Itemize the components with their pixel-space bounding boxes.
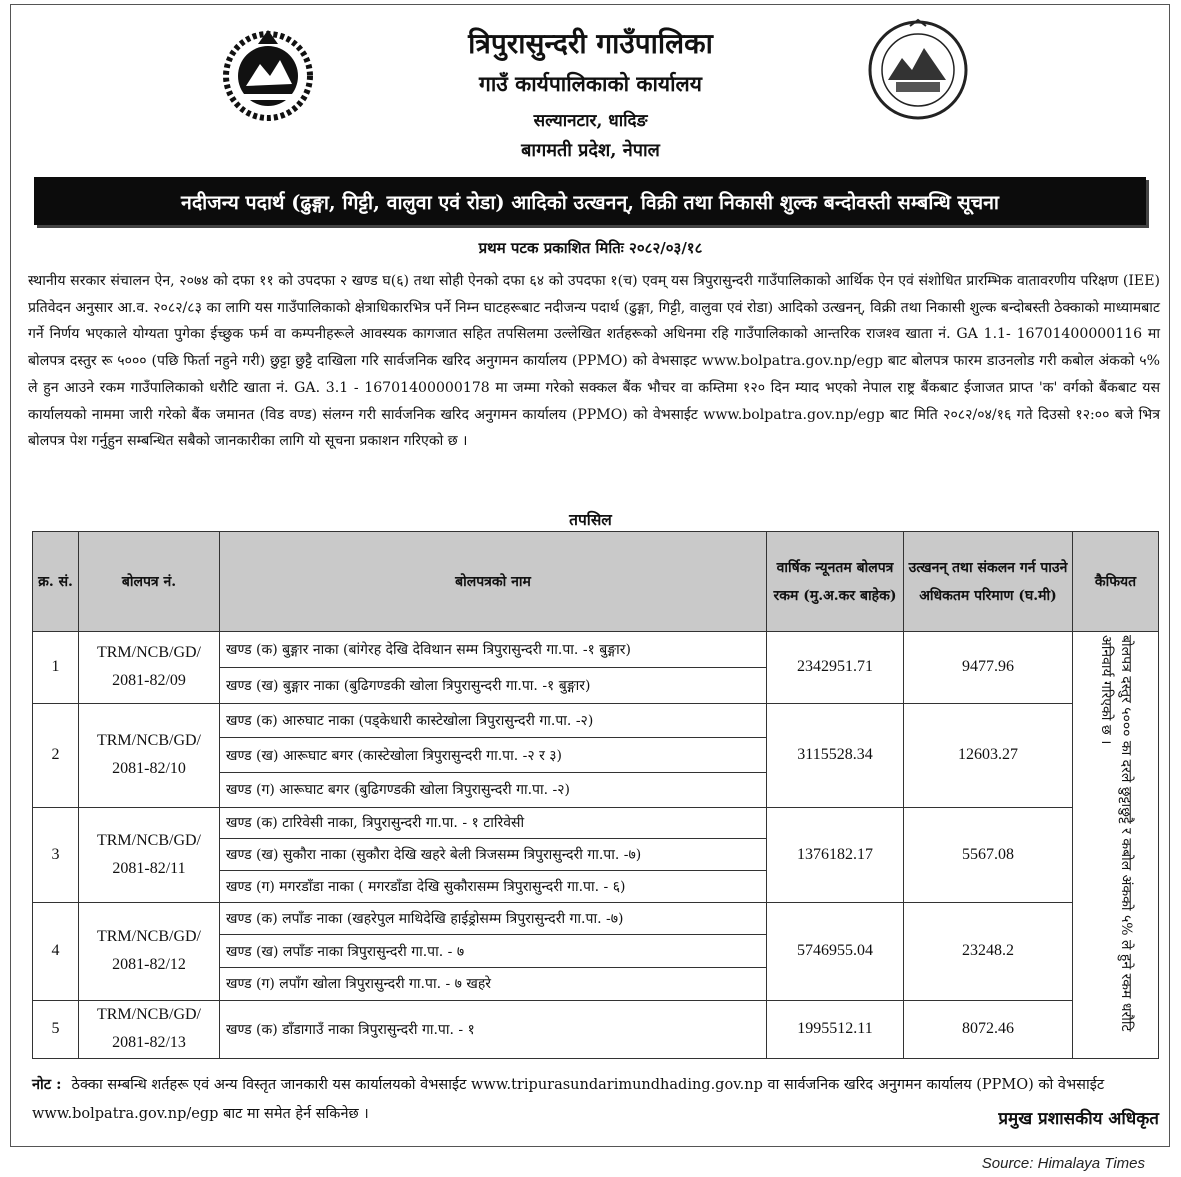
row-qty: 8072.46 [904, 1000, 1073, 1058]
row-bid-no: TRM/NCB/GD/ 2081-82/11 [79, 807, 220, 902]
row-amount: 1376182.17 [767, 807, 904, 902]
table-row [33, 1000, 1159, 1058]
note-label: नोट : [32, 1076, 62, 1093]
row-item: खण्ड (क) टारिवेसी नाका, त्रिपुरासुन्दरी गा.पा. - १ टारिवेसी [220, 807, 767, 839]
row-sn: 3 [33, 807, 79, 902]
row-amount: 1995512.11 [767, 1000, 904, 1058]
table-row [33, 632, 1159, 668]
row-qty: 12603.27 [904, 703, 1073, 807]
table-title: तपसिल [569, 510, 612, 529]
row-qty: 9477.96 [904, 632, 1073, 704]
row-item: खण्ड (ग) आरूघाट बगर (बुढिगण्डकी खोला त्रिपुरासुन्दरी गा.पा. -२) [220, 772, 767, 807]
row-item: खण्ड (ख) आरूघाट बगर (कास्टेखोला त्रिपुरासुन्दरी गा.पा. -२ र ३) [220, 738, 767, 773]
bid-table [32, 531, 1159, 1059]
office-address: सल्यानटार, धादिङ [533, 111, 648, 131]
col-sn: क्र. सं. [33, 532, 79, 632]
row-item: खण्ड (ग) लपाँग खोला त्रिपुरासुन्दरी गा.पा. - ७ खहरे [220, 968, 767, 1001]
notice-title-banner: नदीजन्य पदार्थ (ढुङ्गा, गिट्टी, वालुवा एवं रोडा) आदिको उत्खनन्, विक्री तथा निकासी शुल्क बन्दोवस्ती सम्बन्धि सूचना [34, 177, 1146, 225]
remarks-cell [1073, 632, 1159, 1059]
row-sn: 5 [33, 1000, 79, 1058]
row-bid-no: TRM/NCB/GD/ 2081-82/10 [79, 703, 220, 807]
source-credit: Source: Himalaya Times [981, 1155, 1145, 1172]
row-item: खण्ड (ख) बुङ्गार नाका (बुढिगण्डकी खोला त्रिपुरासुन्दरी गा.पा. -१ बुङ्गार) [220, 667, 767, 703]
note-text: ठेक्का सम्बन्धि शर्तहरू एवं अन्य विस्तृत जानकारी यस कार्यालयको वेभसाईट www.tripurasundarimundhading.gov.np वा सार्वजनिक खरिद अनुगमन कार्यालय (PPMO) को वेभसाईट www.bolpatra.gov.np/egp बाट मा समेत हेर्न सकिनेछ । [32, 1077, 1105, 1122]
row-bid-no: TRM/NCB/GD/ 2081-82/13 [79, 1000, 220, 1058]
publication-date: प्रथम पटक प्रकाशित मितिः २०८२/०३/१८ [478, 239, 703, 257]
row-item: खण्ड (क) बुङ्गार नाका (बांगेरह देखि देविथान सम्म त्रिपुरासुन्दरी गा.पा. -१ बुङ्गार) [220, 632, 767, 668]
col-max-qty: उत्खनन् तथा संकलन गर्न पाउने अधिकतम परिमाण (घ.मी) [904, 532, 1073, 632]
row-amount: 5746955.04 [767, 902, 904, 1000]
col-name: बोलपत्रको नाम [220, 532, 767, 632]
row-sn: 2 [33, 703, 79, 807]
remarks-text: बोलपत्र दस्तुर ५००० का दरले छुट्टाछुट्टै र कबोल अंकको ५% ले हुने रकम धरौटि अनिवार्य गरिएको छ । [1097, 635, 1134, 1032]
row-item: खण्ड (क) आरुघाट नाका (पड्केधारी कास्टेखोला त्रिपुरासुन्दरी गा.पा. -२) [220, 703, 767, 738]
row-qty: 5567.08 [904, 807, 1073, 902]
row-item: खण्ड (क) लपाँङ नाका (खहरेपुल माथिदेखि हाईड्रोसम्म त्रिपुरासुन्दरी गा.पा. -७) [220, 902, 767, 935]
col-min-amount: वार्षिक न्यूनतम बोलपत्र रकम (मु.अ.कर बाहेक) [767, 532, 904, 632]
row-item: खण्ड (ख) सुकौरा नाका (सुकौरा देखि खहरे बेली त्रिजसम्म त्रिपुरासुन्दरी गा.पा. -७) [220, 839, 767, 871]
col-remarks: कैफियत [1073, 532, 1159, 632]
table-row [33, 902, 1159, 935]
signature: प्रमुख प्रशासकीय अधिकृत [998, 1109, 1159, 1129]
row-amount: 2342951.71 [767, 632, 904, 704]
row-item: खण्ड (ग) मगरडाँडा नाका ( मगरडाँडा देखि सुकौरासम्म त्रिपुरासुन्दरी गा.पा. - ६) [220, 870, 767, 902]
row-sn: 4 [33, 902, 79, 1000]
municipality-name: त्रिपुरासुन्दरी गाउँपालिका [468, 27, 713, 60]
province-name: बागमती प्रदेश, नेपाल [521, 140, 660, 161]
office-name: गाउँ कार्यपालिकाको कार्यालय [479, 71, 702, 96]
row-item: खण्ड (क) डाँडागाउँ नाका त्रिपुरासुन्दरी गा.पा. - १ [220, 1000, 767, 1058]
notice-body: स्थानीय सरकार संचालन ऐन, २०७४ को दफा ११ को उपदफा २ खण्ड घ(६) तथा सोही ऐनको दफा ६४ को उपदफा १(च) एवम् यस त्रिपुरासुन्दरी गाउँपालिकाको आर्थिक ऐन एवं संशोधित प्रारम्भिक वातावरणीय परिक्षण (IEE) प्रतिवेदन अनुसार आ.व. २०८२/८३ का लागि यस गाउँपालिकाको क्षेत्राधिकारभित्र पर्ने निम्न घाटहरूबाट नदीजन्य पदार्थ (ढुङ्गा, गिट्टी, वालुवा एवं रोडा) आदिको उत्खनन्, विक्री तथा निकासी शुल्क बन्दोबस्ती ठेक्काको माध्यामबाट गर्ने निर्णय भएकाले योग्यता पुगेका ईच्छुक फर्म वा कम्पनीहरूले आवस्यक कागजात सहित तपसिलमा उल्लेखित शर्तहरूको अधिनमा रहि गाउँपालिकाको आन्तरिक राजश्व खाता नं. GA 1.1- 16701400000116 मा बोलपत्र दस्तुर रू ५००० (पछि फिर्ता नहुने गरी) छुट्टा छुट्टै दाखिला गरि सार्वजनिक खरिद अनुगमन कार्यालय (PPMO) को वेभसाइट www.bolpatra.gov.np/egp बाट बोलपत्र फारम डाउनलोड गरी कबोल अंकको ५% ले हुन आउने रकम गाउँपालिकाको धरौटि खाता नं. GA. 3.1 - 16701400000178 मा जम्मा गरेको सक्कल बैंक भौचर वा कम्तिमा १२० दिन म्याद भएको नेपाल राष्ट्र बैंकबाट ईजाजत प्राप्त 'क' वर्गको बैंकबाट यस कार्यालयको नाममा जारी गरेको बैंक जमानत (विड वण्ड) संलग्न गरी सार्वजनिक खरिद अनुगमन कार्यालय (PPMO) को वेभसाईट www.bolpatra.gov.np/egp बाट मिति २०८२/०४/१६ गते दिउसो १२:०० बजे भित्र बोलपत्र पेश गर्नुहुन सम्बन्धित सबैको जानकारीका लागि यो सूचना प्रकाशन गरिएको छ । [28, 273, 1160, 450]
row-sn: 1 [33, 632, 79, 704]
table-row [33, 703, 1159, 738]
row-qty: 23248.2 [904, 902, 1073, 1000]
row-amount: 3115528.34 [767, 703, 904, 807]
footnote [32, 1070, 1157, 1129]
row-bid-no: TRM/NCB/GD/ 2081-82/12 [79, 902, 220, 1000]
row-item: खण्ड (ख) लपाँङ नाका त्रिपुरासुन्दरी गा.पा. - ७ [220, 935, 767, 968]
table-header-row [33, 532, 1159, 632]
table-row [33, 807, 1159, 839]
col-bid-no: बोलपत्र नं. [79, 532, 220, 632]
row-bid-no: TRM/NCB/GD/ 2081-82/09 [79, 632, 220, 704]
